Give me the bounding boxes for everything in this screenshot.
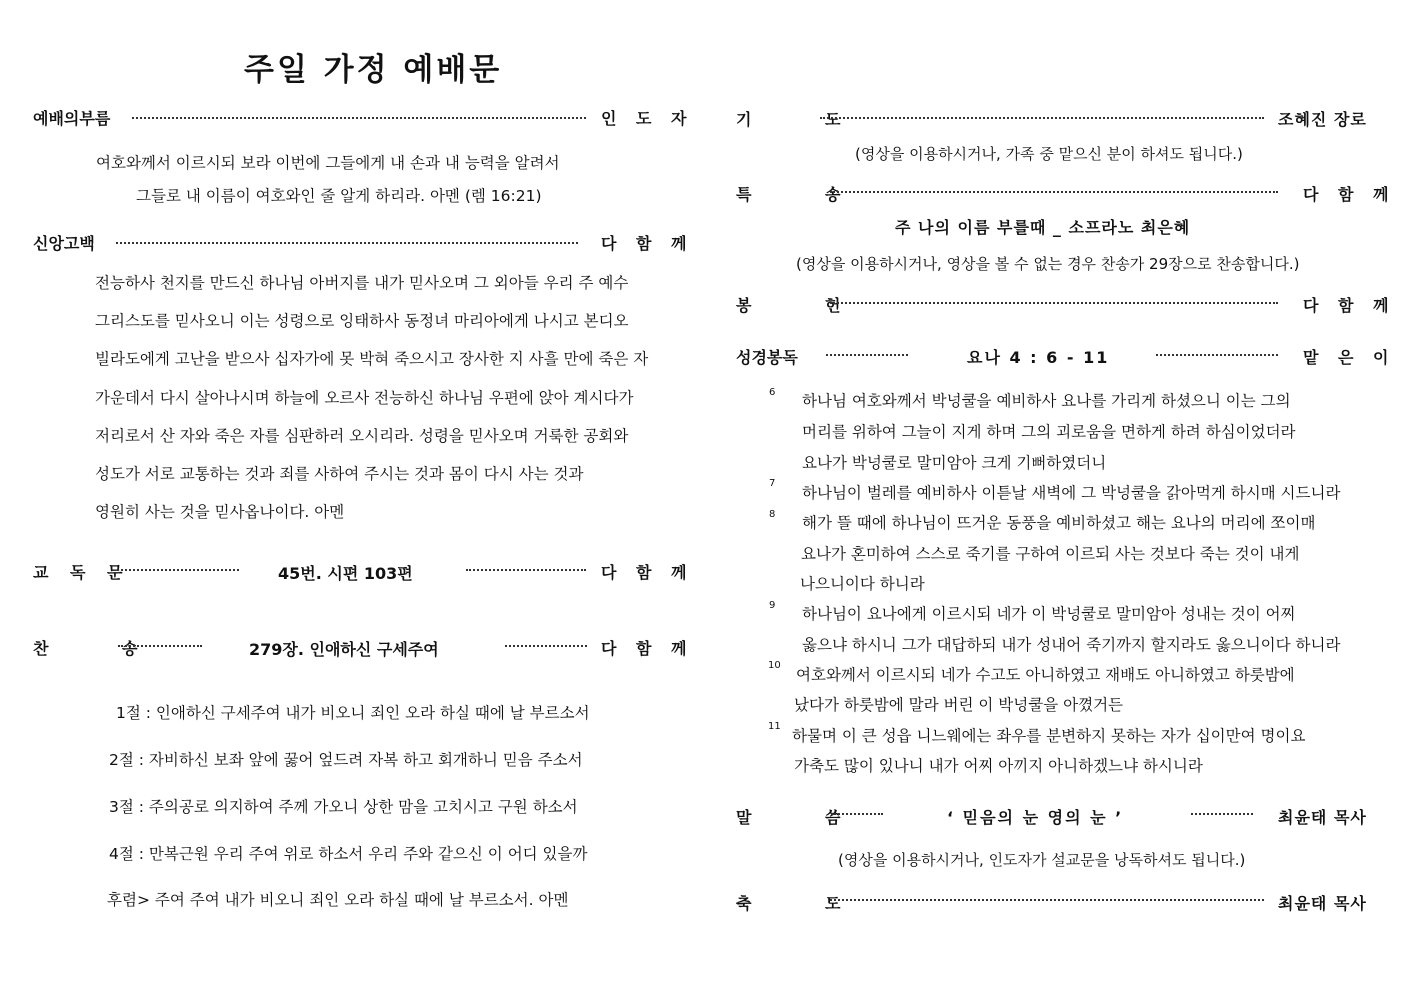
hymn-verse: 1절 : 인애하신 구세주여 내가 비오니 죄인 오라 하실 때에 날 부르소서	[116, 704, 590, 722]
scripture-reading-heading: 성경봉독	[736, 348, 798, 367]
leader-dots	[830, 899, 1264, 901]
verse-number: 7	[769, 478, 776, 489]
leader-dots	[830, 191, 1278, 193]
call-to-worship-heading: 예배의부름	[33, 109, 111, 128]
creed-line: 영원히 사는 것을 믿사옵나이다. 아멘	[95, 503, 345, 521]
scripture-line: 하나님 여호와께서 박넝쿨을 예비하사 요나를 가리게 하셨으니 이는 그의	[802, 392, 1291, 410]
scripture-line: 머리를 위하여 그늘이 지게 하며 그의 괴로움을 면하게 하려 하심이었더라	[802, 423, 1296, 441]
scripture-line: 하물며 이 큰 성읍 니느웨에는 좌우를 분변하지 못하는 자가 십이만여 명이요	[792, 727, 1306, 745]
leader-dots	[505, 645, 587, 647]
verse-number: 11	[768, 721, 781, 732]
offering-role: 다 함 께	[1303, 296, 1396, 315]
verse-number: 8	[769, 509, 776, 520]
verse-number: 10	[768, 660, 781, 671]
sermon-heading: 말 씀	[736, 808, 875, 827]
special-song-heading: 특 송	[736, 185, 875, 204]
leader-dots	[132, 117, 586, 119]
creed-role: 다 함 께	[601, 234, 694, 253]
scripture-line: 여호와께서 이르시되 네가 수고도 아니하였고 재배도 아니하였고 하룻밤에	[796, 666, 1295, 684]
call-line: 그들로 내 이름이 여호와인 줄 알게 하리라. 아멘 (렘 16:21)	[136, 187, 542, 205]
benediction-role: 최윤태 목사	[1278, 894, 1367, 913]
scripture-line: 하나님이 요나에게 이르시되 네가 이 박넝쿨로 말미암아 성내는 것이 어찌	[802, 605, 1296, 623]
leader-dots	[820, 117, 1264, 119]
creed-heading: 신앙고백	[33, 234, 95, 253]
hymn-verse: 2절 : 자비하신 보좌 앞에 꿇어 엎드려 자복 하고 회개하니 믿음 주소서	[109, 751, 583, 769]
hymn-title: 279장. 인애하신 구세주여	[249, 640, 439, 659]
prayer-note: (영상을 이용하시거나, 가족 중 맡으신 분이 하셔도 됩니다.)	[855, 145, 1243, 163]
call-line: 여호와께서 이르시되 보라 이번에 그들에게 내 손과 내 능력을 알려서	[96, 154, 560, 172]
leader-dots	[117, 569, 239, 571]
leader-dots	[116, 242, 578, 244]
special-song-title: 주 나의 이름 부를때 _ 소프라노 최은혜	[895, 218, 1191, 237]
hymn-verse: 3절 : 주의공로 의지하여 주께 가오니 상한 맘을 고치시고 구원 하소서	[109, 798, 578, 816]
creed-line: 전능하사 천지를 만드신 하나님 아버지를 내가 믿사오며 그 외아들 우리 주 예수	[95, 274, 629, 292]
call-to-worship-role: 인 도 자	[601, 109, 694, 128]
scripture-reference: 요나 4 : 6 - 11	[967, 348, 1110, 367]
scripture-line: 요나가 박넝쿨로 말미암아 크게 기뻐하였더니	[802, 454, 1107, 472]
creed-line: 빌라도에게 고난을 받으사 십자가에 못 박혀 죽으시고 장사한 지 사흘 만에 죽은 자	[95, 350, 649, 368]
scripture-line: 가축도 많이 있나니 내가 어찌 아끼지 아니하겠느냐 하시니라	[794, 757, 1203, 775]
leader-dots	[1156, 354, 1278, 356]
prayer-role: 조혜진 장로	[1278, 110, 1367, 129]
leader-dots	[831, 813, 883, 815]
leader-dots	[118, 645, 202, 647]
leader-dots	[466, 569, 586, 571]
verse-number: 9	[769, 600, 776, 611]
responsive-reading-title: 45번. 시편 103편	[278, 564, 413, 583]
scripture-line: 났다가 하룻밤에 말라 버린 이 박넝쿨을 아꼈거든	[794, 696, 1124, 714]
benediction-heading: 축 도	[736, 894, 875, 913]
sermon-title: ‘ 믿음의 눈 영의 눈 ’	[947, 808, 1124, 827]
leader-dots	[826, 354, 908, 356]
scripture-reading-role: 맡 은 이	[1303, 348, 1396, 367]
scripture-line: 요나가 혼미하여 스스로 죽기를 구하여 이르되 사는 것보다 죽는 것이 내게	[801, 545, 1300, 563]
scripture-line: 나으니이다 하니라	[800, 575, 925, 593]
hymn-refrain: 후렴> 주여 주여 내가 비오니 죄인 오라 하실 때에 날 부르소서. 아멘	[107, 891, 569, 909]
hymn-role: 다 함 께	[601, 639, 694, 658]
sermon-role: 최윤태 목사	[1278, 808, 1367, 827]
creed-line: 성도가 서로 교통하는 것과 죄를 사하여 주시는 것과 몸이 다시 사는 것과	[95, 465, 584, 483]
leader-dots	[830, 302, 1278, 304]
page-title: 주일 가정 예배문	[244, 52, 503, 88]
responsive-reading-heading: 교 독 문	[33, 563, 131, 582]
creed-line: 그리스도를 믿사오니 이는 성령으로 잉태하사 동정녀 마리아에게 나시고 본디오	[95, 312, 629, 330]
hymn-heading: 찬 송	[33, 639, 172, 658]
scripture-line: 해가 뜰 때에 하나님이 뜨거운 동풍을 예비하셨고 해는 요나의 머리에 쪼이매	[802, 514, 1316, 532]
special-song-role: 다 함 께	[1303, 185, 1396, 204]
creed-line: 저리로서 산 자와 죽은 자를 심판하러 오시리라. 성령을 믿사오며 거룩한 공회와	[95, 427, 629, 445]
creed-line: 가운데서 다시 살아나시며 하늘에 오르사 전능하신 하나님 우편에 앉아 계시다가	[95, 389, 634, 407]
scripture-line: 옳으냐 하시니 그가 대답하되 내가 성내어 죽기까지 할지라도 옳으니이다 하니라	[802, 636, 1341, 654]
hymn-verse: 4절 : 만복근원 우리 주여 위로 하소서 우리 주와 같으신 이 어디 있을까	[109, 845, 588, 863]
scripture-line: 하나님이 벌레를 예비하사 이튿날 새벽에 그 박넝쿨을 갉아먹게 하시매 시드니라	[802, 484, 1341, 502]
special-song-note: (영상을 이용하시거나, 영상을 볼 수 없는 경우 찬송가 29장으로 찬송합니다.)	[796, 255, 1300, 273]
responsive-reading-role: 다 함 께	[601, 563, 694, 582]
leader-dots	[1191, 813, 1253, 815]
verse-number: 6	[769, 387, 776, 398]
offering-heading: 봉 헌	[736, 296, 875, 315]
sermon-note: (영상을 이용하시거나, 인도자가 설교문을 낭독하셔도 됩니다.)	[838, 851, 1246, 869]
prayer-heading: 기 도	[736, 110, 875, 129]
